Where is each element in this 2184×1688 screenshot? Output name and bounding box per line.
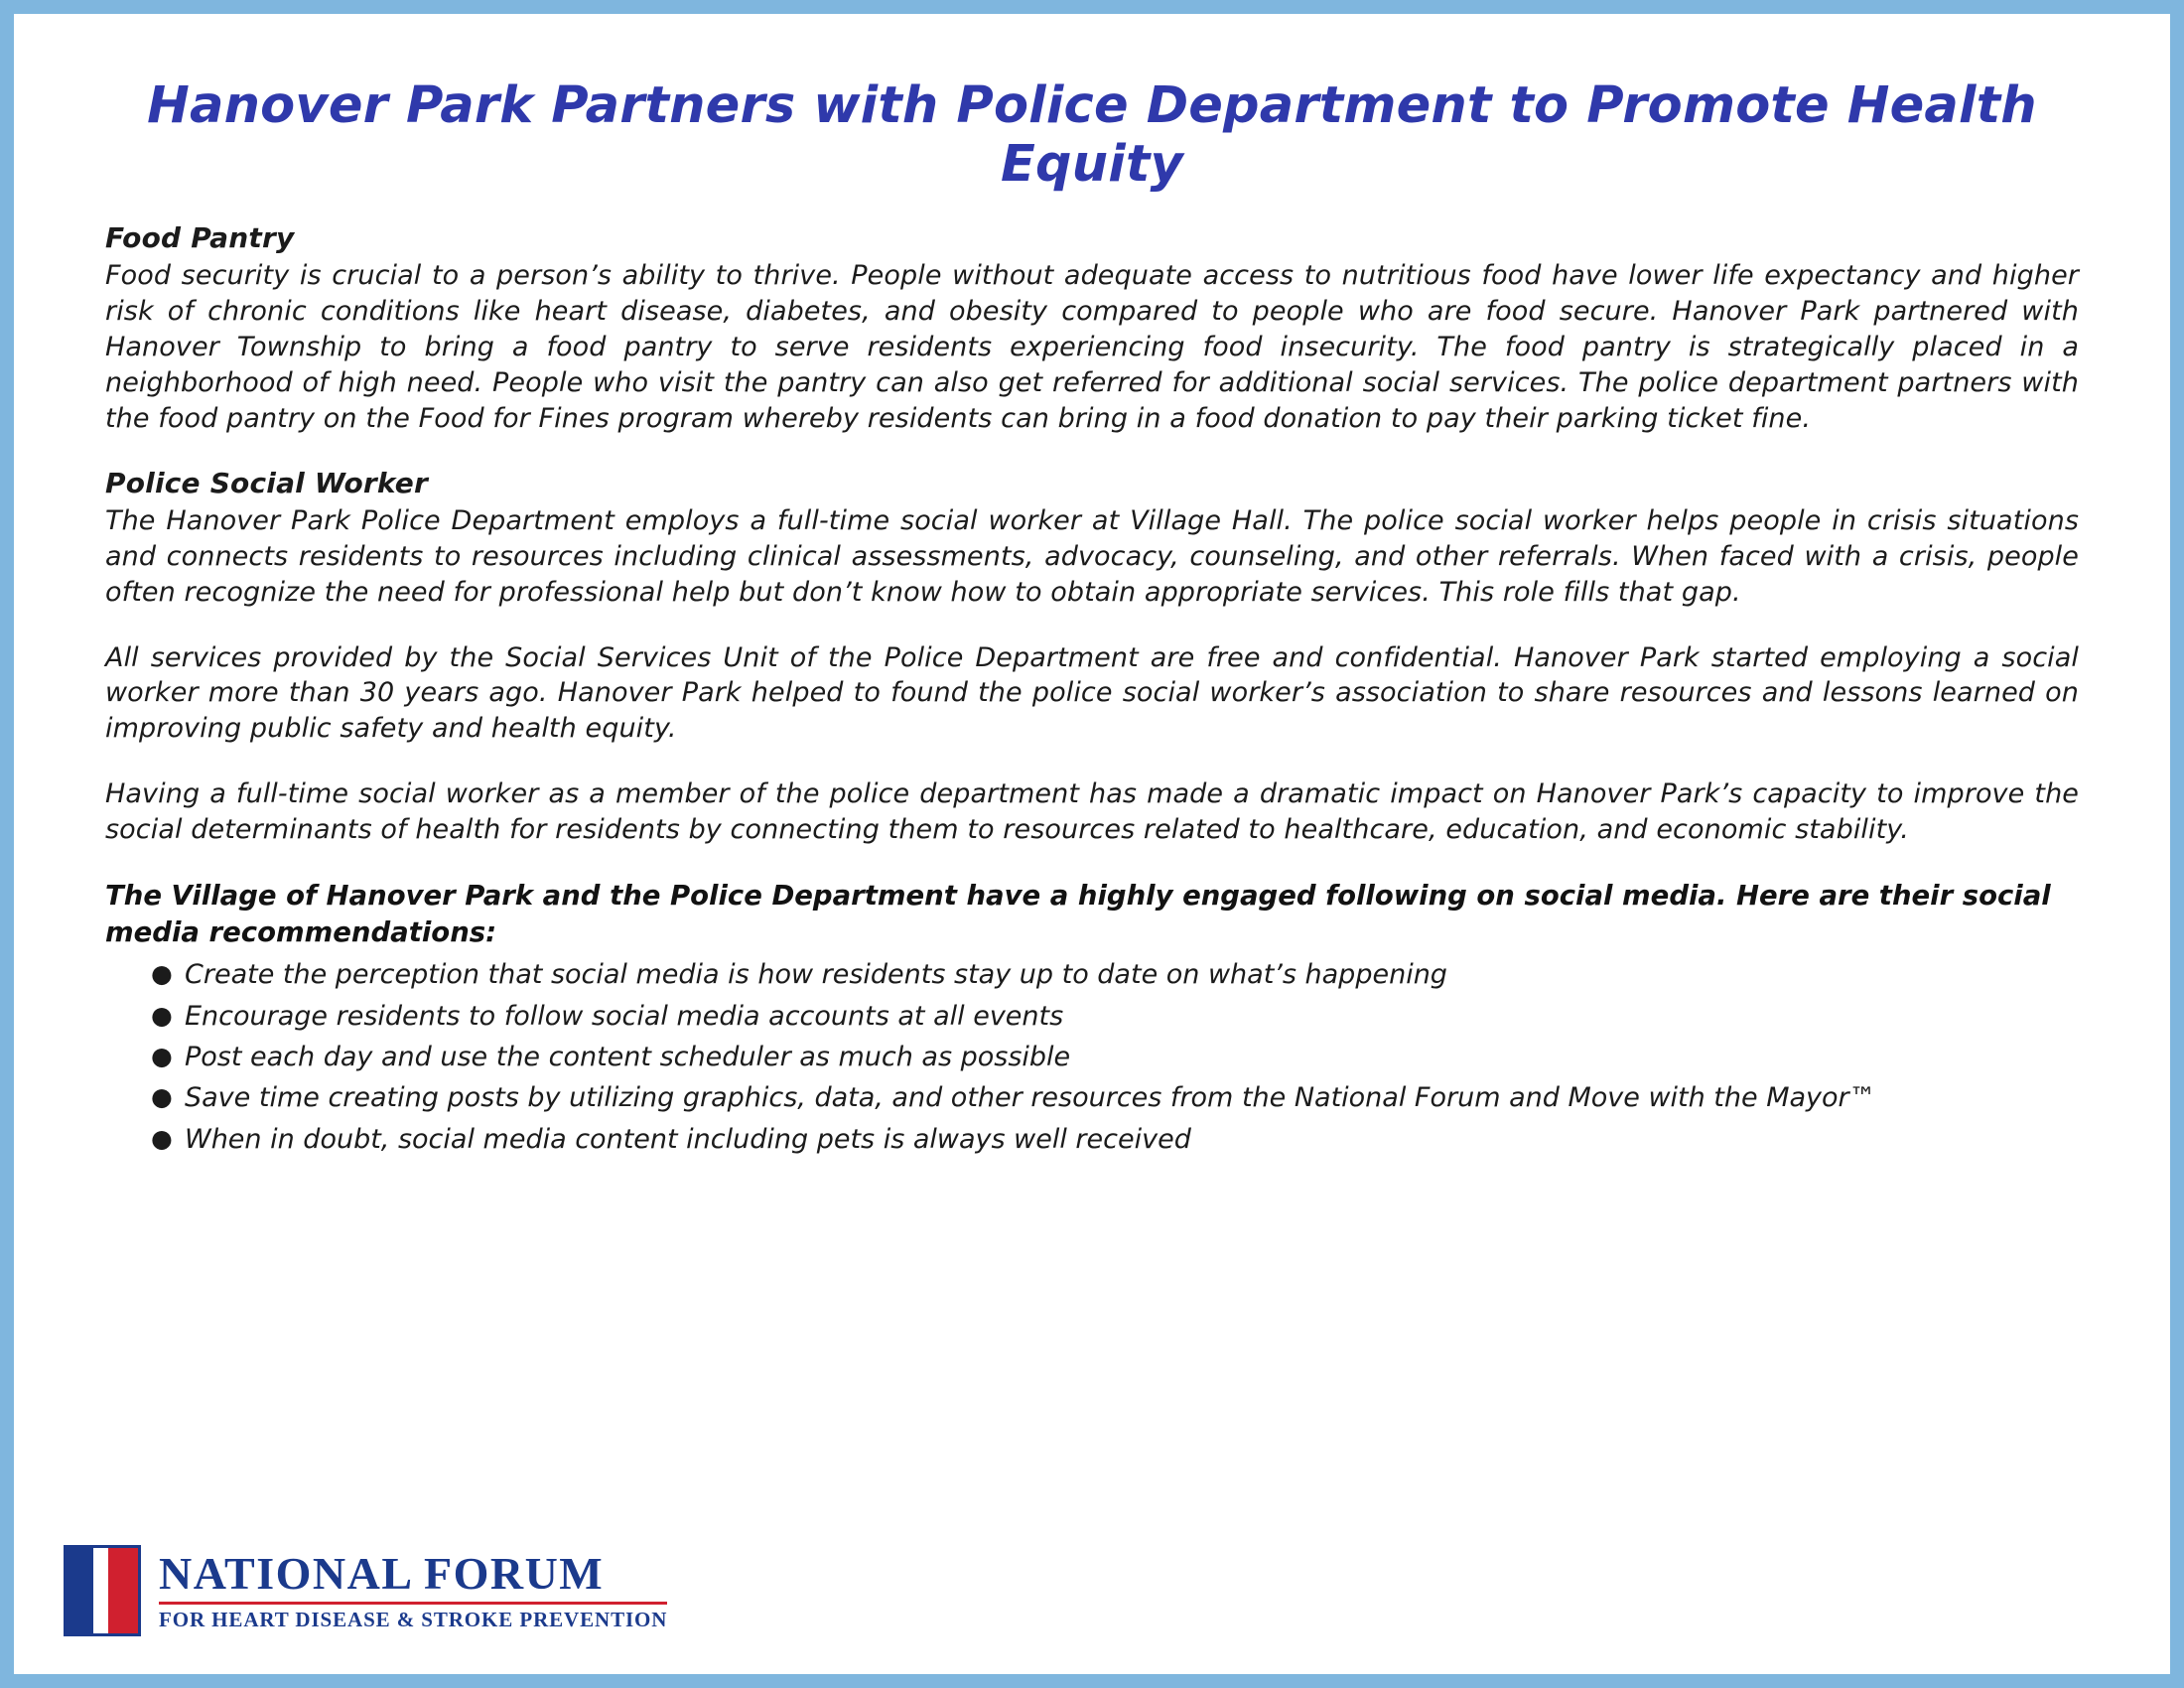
recommendations-lead: The Village of Hanover Park and the Police Department have a highly engaged following on social media. Here are their social media recommendations: — [105, 880, 2051, 948]
logo-bar-blue — [67, 1548, 93, 1633]
paragraph-police-social-worker-1: The Hanover Park Police Department employs a full-time social worker at Village Hall. The police social worker helps people in crisis situations and connects residents to resources including clinical assessments, advocacy, counseling, and other referrals. When faced with a crisis, people often recognize the need for professional help but don’t know how to obtain appropriate services. This role fills that gap. — [105, 504, 2079, 608]
section-social-media-recommendations — [105, 878, 2079, 1159]
bullet-icon: ● — [151, 1000, 173, 1030]
logo-flag-icon — [64, 1545, 141, 1636]
paragraph-police-social-worker-2: All services provided by the Social Services Unit of the Police Department are free and confidential. Hanover Park started employing a social worker more than 30 years ago. Hanover Park helped to found the police social worker’s association to share resources and lessons learned on improving public safety and health equity. — [105, 641, 2079, 745]
list-item — [151, 1079, 2079, 1117]
list-item-label: Save time creating posts by utilizing graphics, data, and other resources from the National Forum and Move with the Mayor™ — [185, 1082, 1876, 1114]
national-forum-logo — [64, 1545, 667, 1636]
recommendations-list — [105, 956, 2079, 1159]
bullet-icon: ● — [151, 1082, 173, 1112]
section-heading-food-pantry: Food Pantry — [105, 221, 295, 255]
bullet-icon: ● — [151, 1041, 173, 1070]
list-item — [151, 1039, 2079, 1076]
bullet-icon: ● — [151, 1123, 173, 1153]
list-item-label: Post each day and use the content scheduler as much as possible — [185, 1041, 1071, 1072]
logo-bar-white — [93, 1548, 108, 1633]
paragraph-food-pantry-1: Food security is crucial to a person’s ability to thrive. People without adequate access to nutritious food have lower life expectancy and higher risk of chronic conditions like heart disease, diabetes, and obesity compared to people who are food secure. Hanover Park partnered with Hanover Township to bring a food pantry to serve residents experiencing food insecurity. The food pantry is strategically placed in a neighborhood of high need. People who visit the pantry can also get referred for additional social services. The police department partners with the food pantry on the Food for Fines program whereby residents can bring in a food donation to pay their parking ticket fine. — [105, 260, 2079, 434]
document-body — [14, 14, 2170, 1674]
section-heading-police-social-worker: Police Social Worker — [105, 466, 428, 499]
logo-text — [159, 1545, 667, 1636]
list-item-label: Encourage residents to follow social media accounts at all events — [185, 1000, 1064, 1032]
logo-divider — [159, 1602, 667, 1605]
list-item — [151, 956, 2079, 994]
logo-title: NATIONAL FORUM — [159, 1548, 605, 1599]
list-item-label: Create the perception that social media is how residents stay up to date on what’s happening — [185, 959, 1447, 991]
logo-subtitle: FOR HEART DISEASE & STROKE PREVENTION — [159, 1608, 668, 1631]
list-item — [151, 1121, 2079, 1159]
list-item — [151, 998, 2079, 1036]
section-food-pantry — [105, 221, 2079, 437]
logo-bar-red — [108, 1548, 138, 1633]
paragraph-police-social-worker-3: Having a full-time social worker as a member of the police department has made a dramatic impact on Hanover Park’s capacity to improve the social determinants of health for residents by connecting them to resources related to healthcare, education, and economic stability. — [105, 778, 2079, 846]
bullet-icon: ● — [151, 959, 173, 989]
page-title: Hanover Park Partners with Police Department to Promote Health Equity — [147, 76, 2037, 194]
list-item-label: When in doubt, social media content including pets is always well received — [185, 1123, 1191, 1155]
section-police-social-worker — [105, 467, 2079, 848]
